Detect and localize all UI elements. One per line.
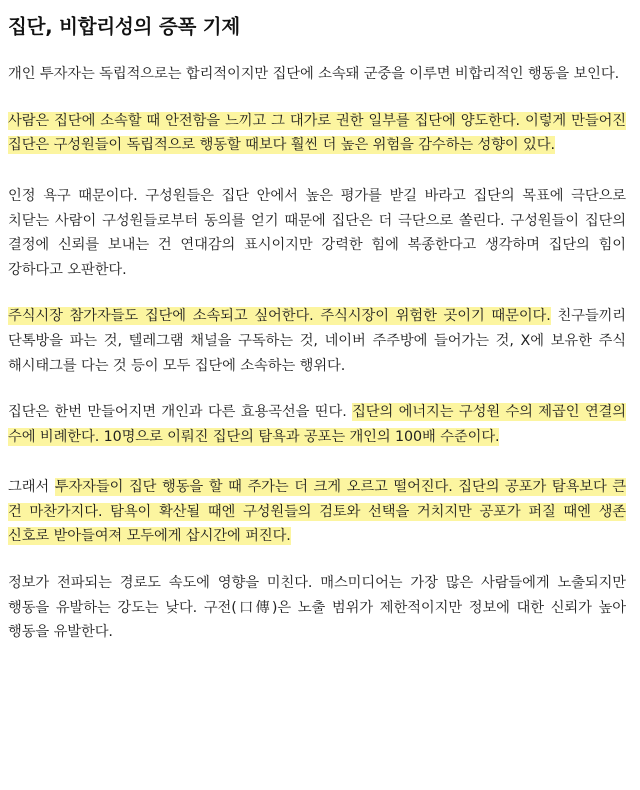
paragraph bbox=[8, 475, 626, 549]
text-run: 집단은 한번 만들어지면 개인과 다른 효용곡선을 띤다. bbox=[8, 404, 353, 421]
paragraph bbox=[8, 571, 626, 645]
highlighted-text: 집단의 에너지는 구성원 수의 제곱인 연결의 수에 비례한다. 10명으로 이뤄진 집단의 탐욕과 공포는 개인의 100배 수준이다. bbox=[8, 404, 627, 445]
paragraph bbox=[8, 62, 626, 87]
paragraph bbox=[8, 400, 626, 449]
highlighted-text: 사람은 집단에 소속할 때 안전함을 느끼고 그 대가로 권한 일부를 집단에 양도한다. 이렇게 만들어진 집단은 구성원들이 독립적으로 행동할 때보다 훨씬 더 높은 위험을 감수하는 성향이 있다. bbox=[8, 112, 626, 154]
text-run: 그래서 bbox=[8, 479, 55, 496]
text-run: 개인 투자자는 독립적으로는 합리적이지만 집단에 소속돼 군중을 이루면 비합리적인 행동을 보인다. bbox=[8, 66, 620, 83]
text-run: 정보가 전파되는 경로도 속도에 영향을 미친다. 매스미디어는 가장 많은 사람들에게 노출되지만 행동을 유발하는 강도는 낮다. 구전(口傳)은 노출 범위가 제한적이지만 정보에 대한 신뢰가 높아 행동을 유발한다. bbox=[8, 574, 626, 641]
paragraph bbox=[8, 184, 626, 282]
page-title: 집단, 비합리성의 증폭 기제 bbox=[8, 15, 240, 38]
paragraph bbox=[8, 109, 626, 158]
highlighted-text: 주식시장 참가자들도 집단에 소속되고 싶어한다. 주식시장이 위험한 곳이기 때문이다. bbox=[8, 308, 551, 325]
text-run: 인정 욕구 때문이다. 구성원들은 집단 안에서 높은 평가를 받길 바라고 집단의 목표에 극단으로 치닫는 사람이 구성원들로부터 동의를 얻기 때문에 집단은 더 극단으로 쏠린다. 구성원들이 집단의 결정에 신뢰를 보내는 건 연대감의 표시이지만 강력한 힘에 복종한다고 생각하며 집단의 힘이 강하다고 오판한다. bbox=[8, 188, 626, 278]
paragraph-list bbox=[8, 62, 626, 644]
paragraph bbox=[8, 304, 626, 378]
text-run: 친구들끼리 단톡방을 파는 것, 텔레그램 채널을 구독하는 것, 네이버 주주방에 들어가는 것, X에 보유한 주식 해시태그를 다는 것 등이 모두 집단에 소속하는 행위다. bbox=[8, 308, 626, 374]
highlighted-text: 투자자들이 집단 행동을 할 때 주가는 더 크게 오르고 떨어진다. 집단의 공포가 탐욕보다 큰 건 마찬가지다. 탐욕이 확산될 때엔 구성원들의 검토와 선택을 거치지만 공포가 퍼질 때엔 생존 신호로 받아들여져 모두에게 삽시간에 퍼진다. bbox=[8, 479, 626, 545]
